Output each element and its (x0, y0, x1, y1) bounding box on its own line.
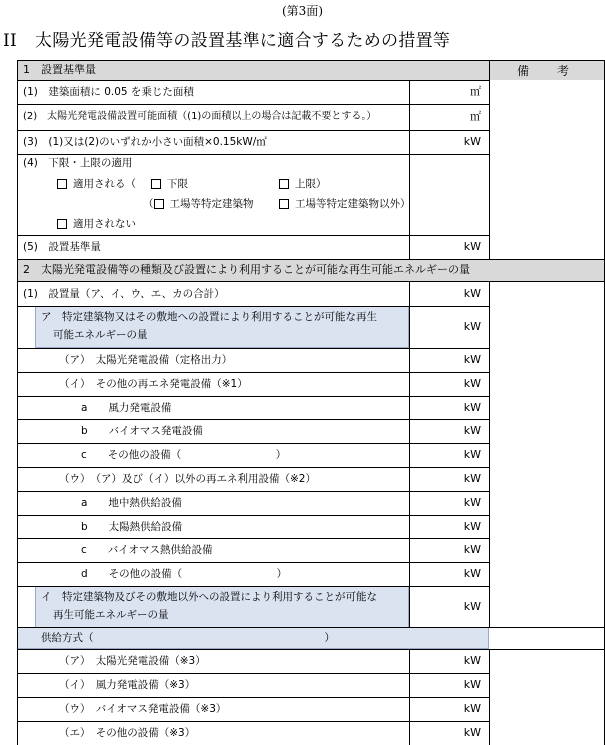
remarks-header: 備 考 (516, 63, 577, 78)
a-item-label: （ウ） （ア）及び（イ）以外の再エネ利用設備（※2） (59, 473, 316, 485)
a-item-label: （ア） 太陽光発電設備（定格出力） (59, 354, 233, 366)
unit-divider (409, 80, 410, 235)
a-item-label: a 風力発電設備 (81, 402, 172, 414)
rule (17, 491, 489, 492)
a-item-label: a 地中熱供給設備 (81, 497, 182, 509)
b-item-label: （ウ） バイオマス発電設備（※3） (59, 703, 227, 715)
a-item-unit: kW (463, 448, 481, 461)
applied-label: 適用される（ (73, 178, 136, 190)
a-item-unit: kW (463, 472, 481, 485)
rule (17, 419, 489, 420)
rule (17, 697, 489, 698)
a-item-unit: kW (463, 424, 481, 437)
rule (17, 348, 489, 349)
section2-heading: 2 太陽光発電設備等の種類及び設置により利用することが可能な再生可能エネルギーの量 (23, 263, 470, 276)
a-item-label: c その他の設備（ ） (81, 449, 287, 461)
rule (17, 154, 489, 155)
rule (17, 515, 489, 516)
rule (17, 649, 605, 650)
limits-applied-option[interactable] (57, 177, 136, 193)
unit-section2-a: kW (463, 320, 481, 333)
rule (17, 306, 489, 307)
b-item-label: （エ） その他の設備（※3） (59, 727, 196, 739)
a-item-unit: kW (463, 401, 481, 414)
rule (17, 372, 489, 373)
applied-checkbox[interactable] (57, 179, 67, 189)
factory-checkbox[interactable] (154, 199, 164, 209)
upper-limit-checkbox[interactable] (279, 179, 289, 189)
limits-label: (4) 下限・上限の適用 (23, 157, 133, 169)
non-factory-option[interactable] (279, 197, 411, 213)
row-standard-amount: (5) 設置基準量 (23, 241, 101, 253)
b-item-unit: kW (463, 702, 481, 715)
rule (17, 104, 489, 105)
rule (17, 562, 489, 563)
row-building-area: (1) 建築面積に 0.05 を乗じた面積 (23, 86, 194, 98)
unit-divider (409, 235, 410, 259)
lower-limit-label: 下限 (167, 178, 188, 190)
unit-section2-b: kW (463, 600, 481, 613)
row-total-installed: (1) 設置量（ア、イ、ウ、エ、カの合計） (23, 287, 225, 300)
upper-limit-label: 上限） (295, 178, 327, 190)
not-applied-option[interactable] (57, 217, 136, 233)
rule (17, 281, 605, 282)
b-item-label: （イ） 風力発電設備（※3） (59, 679, 196, 691)
title-text: 太陽光発電設備等の設置基準に適合するための措置等 (35, 31, 451, 51)
rule (17, 627, 605, 628)
section2-b-line2: 再生可能エネルギーの量 (53, 609, 169, 621)
b-item-unit: kW (463, 654, 481, 667)
a-item-unit: kW (463, 496, 481, 509)
upper-limit-option[interactable] (279, 177, 327, 193)
remarks-divider (489, 649, 490, 745)
a-item-label: d その他の設備（ ） (81, 568, 288, 580)
b-item-label: （ア） 太陽光発電設備（※3） (59, 655, 206, 667)
rule (17, 443, 489, 444)
section1-heading: 1 設置基準量 (23, 63, 96, 76)
row-installable-area: (2) 太陽光発電設備設置可能面積（(1)の面積以上の場合は記載不要とする。） (23, 111, 377, 122)
rule (17, 721, 489, 722)
rule (17, 586, 489, 587)
b-item-unit: kW (463, 678, 481, 691)
a-item-label: （イ） その他の再エネ発電設備（※1） (59, 378, 248, 390)
page-number: (第3面) (282, 4, 323, 18)
a-item-unit: kW (463, 543, 481, 556)
page-title (3, 26, 450, 51)
not-applied-checkbox[interactable] (57, 219, 67, 229)
unit-installable-area: ㎡ (470, 110, 481, 123)
unit-total-installed: kW (463, 286, 481, 300)
lower-limit-option[interactable] (151, 177, 188, 193)
rule (17, 80, 489, 81)
a-item-label: b 太陽熱供給設備 (81, 521, 183, 533)
b-item-unit: kW (463, 726, 481, 739)
lower-limit-checkbox[interactable] (151, 179, 161, 189)
title-roman-numeral: II (3, 31, 18, 51)
non-factory-label: 工場等特定建築物以外） (295, 198, 411, 210)
supply-method[interactable]: 供給方式（ ） (41, 632, 335, 644)
a-item-label: c バイオマス熱供給設備 (81, 544, 213, 556)
a-item-unit: kW (463, 567, 481, 580)
unit-divider (409, 649, 410, 745)
a-item-unit: kW (463, 353, 481, 366)
section2-a-line1: ア 特定建築物又はその敷地への設置により利用することが可能な再生 (41, 311, 377, 323)
section2-a-line2: 可能エネルギーの量 (53, 329, 148, 341)
unit-divider (409, 281, 410, 627)
rule (17, 259, 605, 260)
form-sheet (17, 60, 605, 745)
left-border (17, 60, 18, 745)
rule (17, 396, 489, 397)
rule (17, 130, 489, 131)
remarks-divider (489, 281, 490, 627)
a-item-unit: kW (463, 377, 481, 390)
rule (17, 467, 489, 468)
rule (17, 235, 489, 236)
unit-standard-amount: kW (463, 240, 481, 253)
factory-label: 工場等特定建築物 (169, 198, 254, 210)
factory-option[interactable] (143, 197, 254, 213)
rule (17, 538, 489, 539)
unit-building-area: ㎡ (470, 85, 481, 98)
unit-smaller-area: kW (463, 135, 481, 148)
remarks-divider (489, 60, 490, 259)
row-smaller-area: (3) (1)又は(2)のいずれか小さい面積×0.15kW/㎡ (23, 136, 267, 148)
section2-b-line1: イ 特定建築物及びその敷地以外への設置により利用することが可能な (41, 591, 377, 603)
not-applied-label: 適用されない (73, 218, 136, 230)
rule (17, 673, 489, 674)
factory-paren: （ (143, 198, 154, 210)
rule (17, 60, 605, 61)
non-factory-checkbox[interactable] (279, 199, 289, 209)
a-item-label: b バイオマス発電設備 (81, 425, 203, 437)
a-item-unit: kW (463, 520, 481, 533)
